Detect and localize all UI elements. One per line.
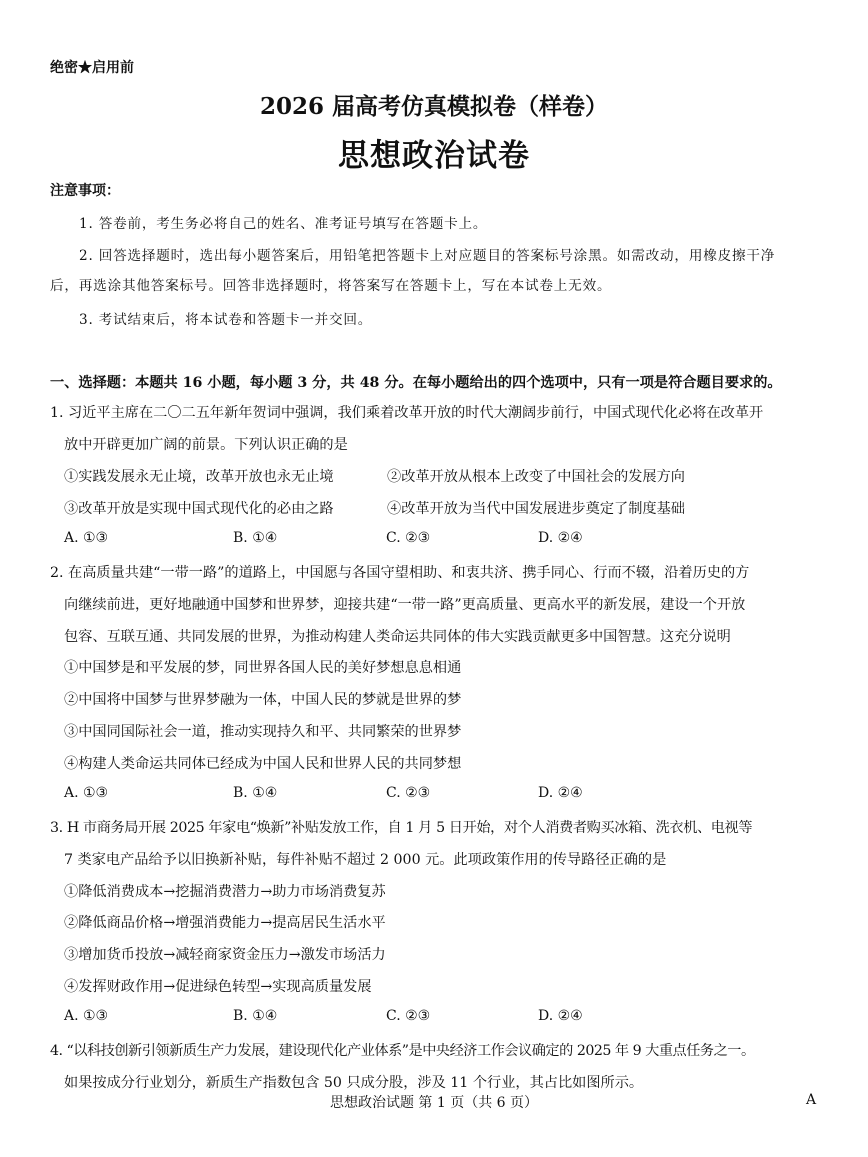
secret-label: 绝密★启用前: [50, 60, 134, 76]
q2-option-b: B. ①④: [233, 785, 278, 801]
q1-statement-3: ③改革开放是实现中国式现代化的必由之路: [64, 501, 334, 517]
q1-stem-line2: 放中开辟更加广阔的前景。下列认识正确的是: [64, 437, 348, 453]
exam-title: 2026 届高考仿真模拟卷（样卷）: [259, 93, 609, 120]
subject-title: 思想政治试卷: [338, 138, 530, 174]
page-footer: 思想政治试题 第 1 页（共 6 页）: [329, 1095, 539, 1111]
q3-statement-3: ③增加货币投放→减轻商家资金压力→激发市场活力: [64, 947, 386, 963]
q3-option-c: C. ②③: [386, 1008, 431, 1024]
q2-stem-line3: 包容、互联互通、共同发展的世界，为推动构建人类命运共同体的伟大实践贡献更多中国智慧。这充分说明: [64, 629, 731, 645]
q2-stem-line1: 2. 在高质量共建“一带一路”的道路上，中国愿与各国守望相助、和衷共济、携手同心、行而不辍，沿着历史的方: [50, 565, 750, 581]
q1-statement-2: ②改革开放从根本上改变了中国社会的发展方向: [387, 469, 685, 485]
q1-option-c: C. ②③: [386, 530, 431, 546]
q3-statement-1: ①降低消费成本→挖掘消费潜力→助力市场消费复苏: [64, 884, 386, 900]
q3-option-d: D. ②④: [538, 1008, 583, 1024]
q2-option-a: A. ①③: [64, 785, 109, 801]
q3-option-a: A. ①③: [64, 1008, 109, 1024]
q2-stem-line2: 向继续前进，更好地融通中国梦和世界梦，迎接共建“一带一路”更高质量、更高水平的新发展，建设一个开放: [64, 597, 746, 613]
section-heading: 一、选择题：本题共 16 小题，每小题 3 分，共 48 分。在每小题给出的四个选项中，只有一项是符合题目要求的。: [50, 375, 782, 391]
q1-option-a: A. ①③: [64, 530, 109, 546]
notice-item-3: 3. 考试结束后，将本试卷和答题卡一并交回。: [79, 312, 373, 328]
q3-stem-line2: 7 类家电产品给予以旧换新补贴，每件补贴不超过 2 000 元。此项政策作用的传导路径正确的是: [64, 852, 667, 868]
q4-stem-line1: 4. “以科技创新引领新质生产力发展，建设现代化产业体系”是中央经济工作会议确定的 2025 年 9 大重点任务之一。: [50, 1043, 755, 1059]
q4-stem-line2: 如果按成分行业划分，新质生产指数包含 50 只成分股，涉及 11 个行业，其占比如图所示。: [64, 1075, 644, 1091]
q3-statement-4: ④发挥财政作用→促进绿色转型→实现高质量发展: [64, 979, 372, 995]
q2-statement-4: ④构建人类命运共同体已经成为中国人民和世界人民的共同梦想: [64, 756, 462, 772]
q2-statement-3: ③中国同国际社会一道，推动实现持久和平、共同繁荣的世界梦: [64, 724, 462, 740]
notice-heading: 注意事项：: [50, 183, 120, 199]
q1-option-d: D. ②④: [538, 530, 583, 546]
paper-version: A: [806, 1092, 817, 1108]
notice-item-1: 1. 答卷前，考生务必将自己的姓名、准考证号填写在答题卡上。: [79, 216, 488, 232]
notice-item-2-cont: 后，再选涂其他答案标号。回答非选择题时，将答案写在答题卡上，写在本试卷上无效。: [50, 278, 612, 294]
q1-stem-line1: 1. 习近平主席在二〇二五年新年贺词中强调，我们乘着改革开放的时代大潮阔步前行，中国式现代化必将在改革开: [50, 405, 764, 421]
q1-statement-4: ④改革开放为当代中国发展进步奠定了制度基础: [387, 501, 685, 517]
q2-option-c: C. ②③: [386, 785, 431, 801]
q2-option-d: D. ②④: [538, 785, 583, 801]
q2-statement-2: ②中国将中国梦与世界梦融为一体，中国人民的梦就是世界的梦: [64, 692, 462, 708]
q1-statement-1: ①实践发展永无止境，改革开放也永无止境: [64, 469, 334, 485]
q1-option-b: B. ①④: [233, 530, 278, 546]
q3-option-b: B. ①④: [233, 1008, 278, 1024]
q3-stem-line1: 3. H 市商务局开展 2025 年家电“焕新”补贴发放工作，自 1 月 5 日开始，对个人消费者购买冰箱、洗衣机、电视等: [50, 820, 753, 836]
notice-item-2: 2. 回答选择题时，选出每小题答案后，用铅笔把答题卡上对应题目的答案标号涂黑。如需改动，用橡皮擦干净: [79, 248, 776, 264]
q3-statement-2: ②降低商品价格→增强消费能力→提高居民生活水平: [64, 915, 386, 931]
q2-statement-1: ①中国梦是和平发展的梦，同世界各国人民的美好梦想息息相通: [64, 660, 462, 676]
